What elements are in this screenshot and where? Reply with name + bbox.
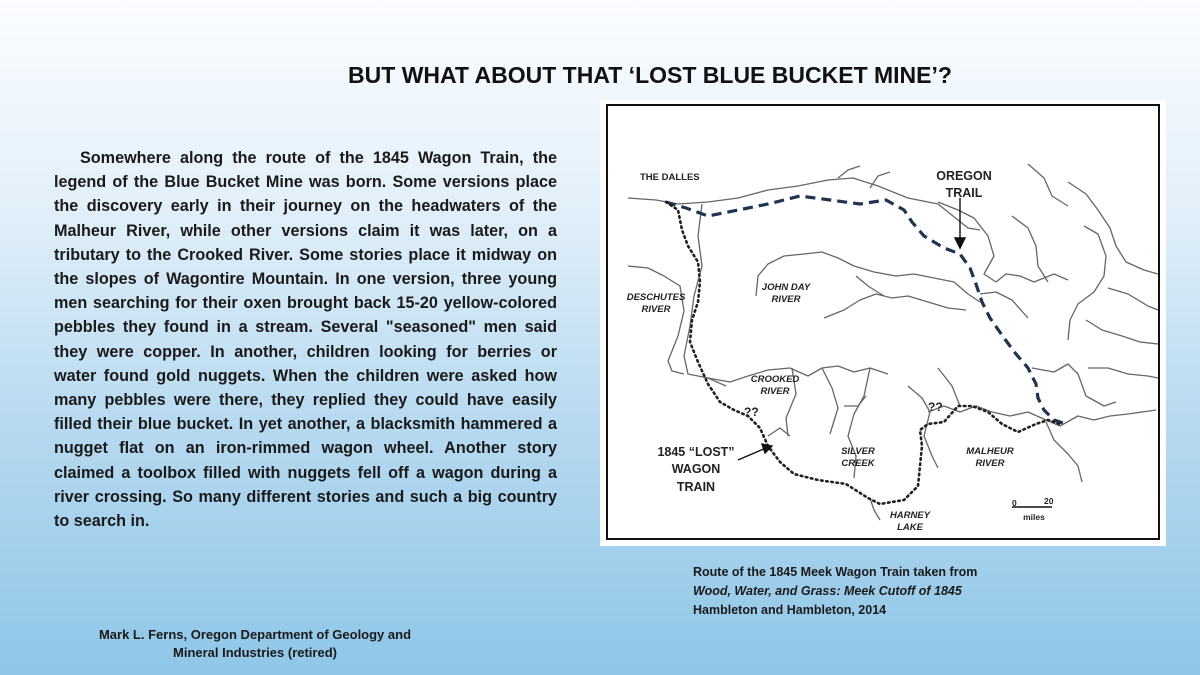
label-malheur-2: RIVER bbox=[975, 458, 1005, 469]
scale-twenty: 20 bbox=[1044, 496, 1054, 506]
caption-book-title: Wood, Water, and Grass: Meek Cutoff of 1845 bbox=[693, 584, 962, 598]
label-harney-1: HARNEY bbox=[889, 510, 931, 521]
deschutes-river bbox=[684, 204, 726, 386]
author-credit bbox=[60, 626, 450, 662]
label-john-day-1: JOHN DAY bbox=[761, 282, 811, 293]
map-border bbox=[606, 104, 1160, 540]
label-wagon-train-2: WAGON bbox=[671, 462, 721, 476]
label-malheur-1: MALHEUR bbox=[966, 446, 1014, 457]
label-crooked-2: RIVER bbox=[760, 386, 790, 397]
label-oregon-trail-2: TRAIL bbox=[945, 186, 983, 200]
route-map bbox=[608, 106, 1158, 538]
map-figure bbox=[600, 100, 1166, 546]
scale-zero: 0 bbox=[1012, 498, 1017, 508]
caption-line-1: Route of the 1845 Meek Wagon Train taken from bbox=[693, 565, 978, 579]
label-question-east: ?? bbox=[928, 400, 943, 414]
label-harney-2: LAKE bbox=[897, 522, 923, 533]
credit-line-1: Mark L. Ferns, Oregon Department of Geology and bbox=[98, 627, 412, 642]
credit-line-2: Mineral Industries (retired) bbox=[173, 645, 337, 660]
slide-title: BUT WHAT ABOUT THAT ‘LOST BLUE BUCKET MINE’? bbox=[348, 62, 952, 88]
label-john-day-2: RIVER bbox=[771, 294, 801, 305]
label-deschutes-1: DESCHUTES bbox=[626, 292, 686, 303]
label-crooked-1: CROOKED bbox=[750, 374, 800, 385]
malheur-tributary bbox=[908, 386, 938, 468]
label-question-west: ?? bbox=[744, 405, 759, 419]
label-silver-creek-1: SILVER bbox=[841, 446, 875, 457]
label-oregon-trail-1: OREGON bbox=[936, 169, 992, 183]
label-deschutes-2: RIVER bbox=[641, 304, 671, 315]
caption-line-3: Hambleton and Hambleton, 2014 bbox=[693, 603, 887, 617]
label-the-dalles: THE DALLES bbox=[640, 172, 700, 183]
label-wagon-train-3: TRAIN bbox=[676, 480, 716, 494]
label-silver-creek-2: CREEK bbox=[841, 458, 875, 469]
scale-unit: miles bbox=[1023, 512, 1045, 522]
body-paragraph: Somewhere along the route of the 1845 Wagon Train, the legend of the Blue Bucket Mine was born. Some versions place the discovery early in their journey on the headwaters of the Malheur River, while other versions claim it was later, on a tributary to the Crooked River. Some stories place it midway on the slopes of Wagontire Mountain. In one version, three young men searching for their oxen brought back 15-20 yellow-colored pebbles they found in a stream. Several "seasoned" men said they were copper. In another, children looking for berries or water found gold nuggets. When the children were asked how many pebbles were there, they replied they could have easily filled their blue bucket. In yet another, a blacksmith hammered a nugget flat on an iron-rimmed wagon wheel. Another story claimed a toolbox filled with nuggets fell off a wagon during a river crossing. So many different stories and such a big country to search in. bbox=[54, 149, 557, 531]
map-caption bbox=[693, 563, 1053, 620]
label-wagon-train-1: 1845 “LOST” bbox=[657, 445, 735, 459]
oregon-trail-route bbox=[666, 196, 1066, 424]
